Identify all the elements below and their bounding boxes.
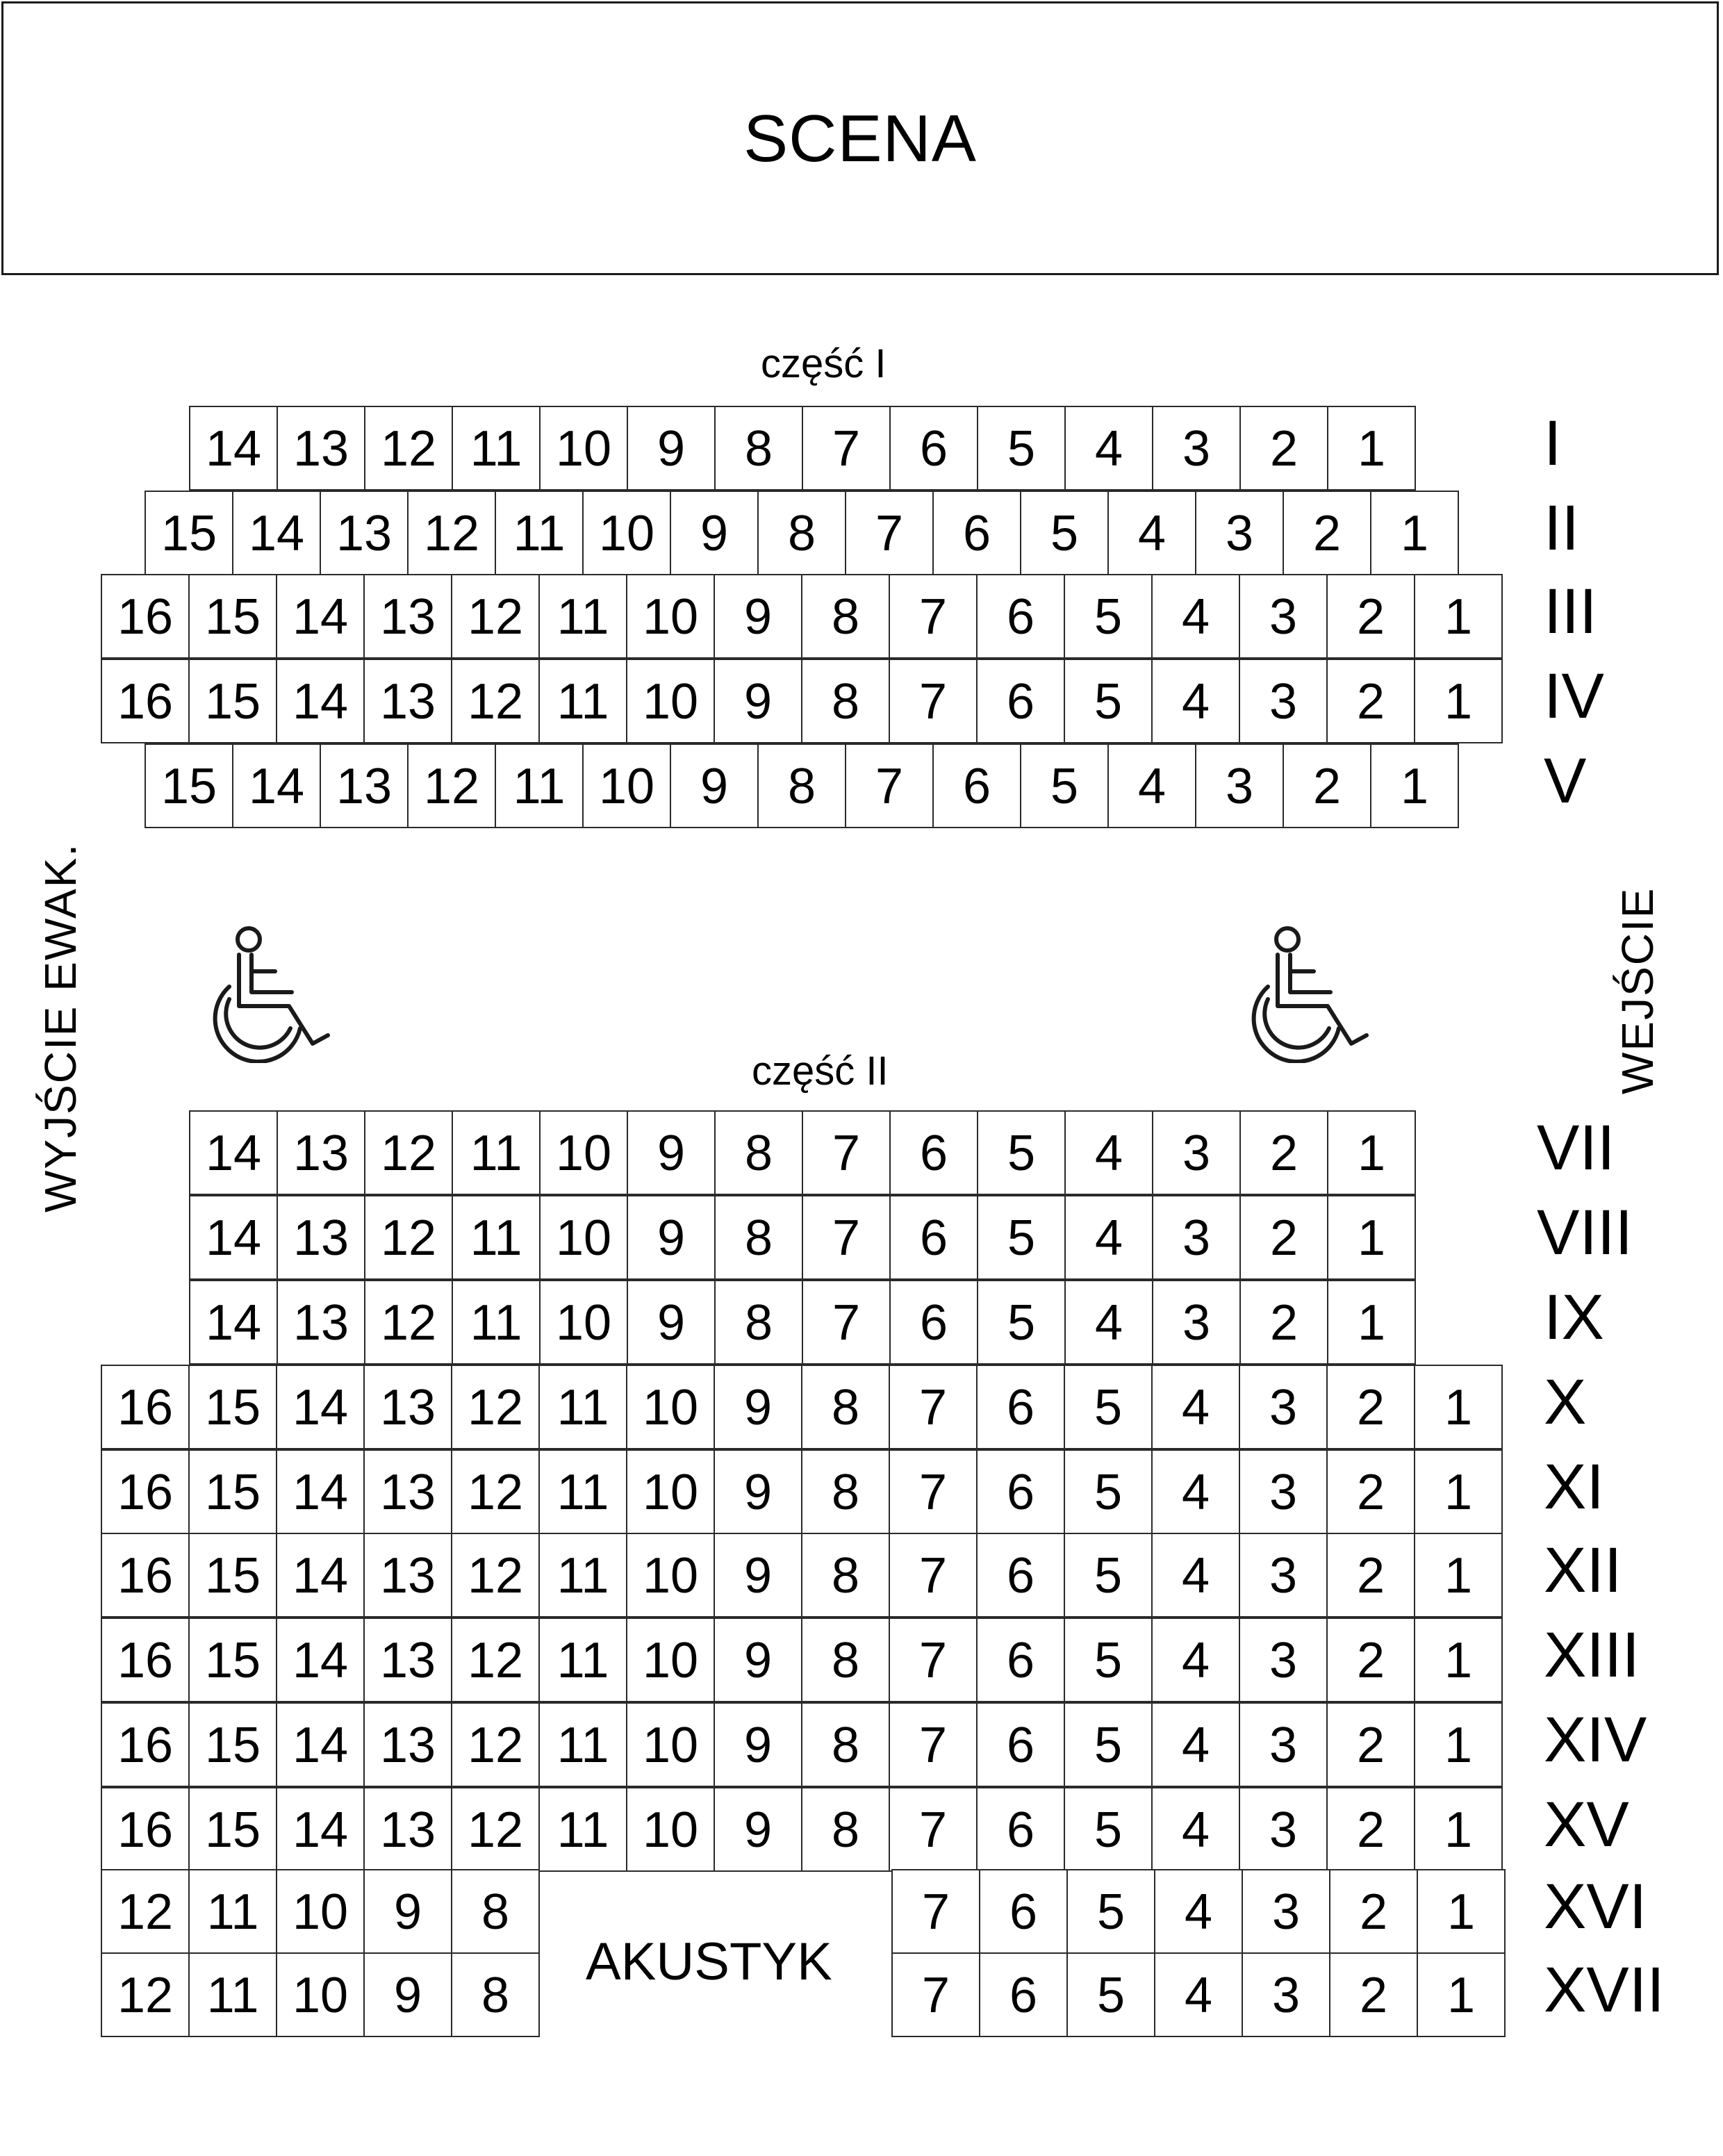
seat[interactable]: 8 bbox=[801, 1449, 890, 1534]
seat[interactable]: 6 bbox=[976, 1533, 1065, 1618]
seat[interactable]: 14 bbox=[189, 1280, 278, 1365]
row-label: III bbox=[1544, 576, 1597, 647]
seat[interactable]: 10 bbox=[626, 1449, 715, 1534]
seat[interactable]: 4 bbox=[1064, 1110, 1153, 1195]
seat[interactable]: 8 bbox=[801, 659, 890, 743]
seat[interactable]: 8 bbox=[757, 491, 846, 575]
seat[interactable]: 12 bbox=[451, 1365, 540, 1449]
seat[interactable]: 4 bbox=[1154, 1869, 1243, 1954]
seat[interactable]: 13 bbox=[363, 1449, 452, 1534]
seat[interactable]: 15 bbox=[188, 1702, 277, 1787]
seat[interactable]: 5 bbox=[1064, 1365, 1153, 1449]
seat[interactable]: 10 bbox=[276, 1952, 365, 2037]
seat[interactable]: 5 bbox=[1020, 491, 1109, 575]
seat[interactable]: 4 bbox=[1151, 1533, 1240, 1618]
seat[interactable]: 12 bbox=[451, 1702, 540, 1787]
seat[interactable]: 11 bbox=[538, 574, 627, 659]
seat[interactable]: 9 bbox=[627, 1280, 716, 1365]
seat[interactable]: 2 bbox=[1329, 1952, 1418, 2037]
seat[interactable]: 14 bbox=[276, 659, 365, 743]
seat[interactable]: 1 bbox=[1327, 1280, 1416, 1365]
row-label: XVII bbox=[1544, 1955, 1665, 2025]
seat[interactable]: 11 bbox=[538, 659, 627, 743]
seat[interactable]: 13 bbox=[363, 1787, 452, 1872]
row-label: V bbox=[1544, 746, 1587, 816]
seat[interactable]: 1 bbox=[1414, 1618, 1503, 1702]
seat[interactable]: 2 bbox=[1326, 1533, 1415, 1618]
row-label: IX bbox=[1544, 1282, 1604, 1353]
seat[interactable]: 7 bbox=[845, 743, 934, 828]
emergency-exit-label: WYJŚCIE EWAK. bbox=[35, 842, 85, 1212]
seat[interactable]: 1 bbox=[1327, 1110, 1416, 1195]
seat[interactable]: 9 bbox=[714, 1449, 802, 1534]
seat[interactable]: 1 bbox=[1417, 1952, 1506, 2037]
seat[interactable]: 7 bbox=[889, 1618, 978, 1702]
row-label: I bbox=[1544, 408, 1562, 479]
seat[interactable]: 10 bbox=[626, 1702, 715, 1787]
seat[interactable]: 3 bbox=[1242, 1952, 1330, 2037]
entrance-label: WEJŚCIE bbox=[1613, 887, 1663, 1094]
seat[interactable]: 9 bbox=[627, 1195, 716, 1280]
seat[interactable]: 8 bbox=[714, 1110, 803, 1195]
seat[interactable]: 14 bbox=[232, 491, 321, 575]
seat[interactable]: 13 bbox=[320, 491, 409, 575]
seat[interactable]: 13 bbox=[363, 1365, 452, 1449]
seat[interactable]: 10 bbox=[539, 406, 628, 491]
seat[interactable]: 12 bbox=[364, 1110, 453, 1195]
seat[interactable]: 5 bbox=[1064, 1449, 1153, 1534]
row-label: XI bbox=[1544, 1451, 1604, 1522]
seat[interactable]: 3 bbox=[1239, 574, 1328, 659]
seat[interactable]: 13 bbox=[363, 659, 452, 743]
seat[interactable]: 16 bbox=[101, 1365, 190, 1449]
seat[interactable]: 12 bbox=[407, 743, 496, 828]
row-label: IV bbox=[1544, 661, 1604, 732]
seat[interactable]: 3 bbox=[1239, 1449, 1328, 1534]
seat[interactable]: 9 bbox=[714, 1787, 802, 1872]
seat[interactable]: 12 bbox=[364, 1280, 453, 1365]
seat[interactable]: 15 bbox=[188, 1533, 277, 1618]
seat[interactable]: 1 bbox=[1327, 406, 1416, 491]
seat[interactable]: 10 bbox=[539, 1110, 628, 1195]
seat[interactable]: 3 bbox=[1195, 743, 1284, 828]
row-label: XIV bbox=[1544, 1704, 1647, 1775]
seat[interactable]: 11 bbox=[538, 1449, 627, 1534]
seat[interactable]: 12 bbox=[364, 406, 453, 491]
seat[interactable]: 8 bbox=[801, 1702, 890, 1787]
seat[interactable]: 5 bbox=[977, 1195, 1066, 1280]
seat[interactable]: 4 bbox=[1151, 659, 1240, 743]
seat[interactable]: 8 bbox=[801, 1618, 890, 1702]
seat[interactable]: 2 bbox=[1326, 1787, 1415, 1872]
seat[interactable]: 2 bbox=[1326, 574, 1415, 659]
seat[interactable]: 16 bbox=[101, 1702, 190, 1787]
seat[interactable]: 1 bbox=[1414, 1702, 1503, 1787]
seat[interactable]: 14 bbox=[189, 406, 278, 491]
seat[interactable]: 12 bbox=[101, 1952, 190, 2037]
seat[interactable]: 5 bbox=[1064, 1787, 1153, 1872]
row-label: XII bbox=[1544, 1535, 1622, 1606]
seat[interactable]: 9 bbox=[714, 574, 802, 659]
seat[interactable]: 3 bbox=[1239, 1787, 1328, 1872]
seat[interactable]: 7 bbox=[845, 491, 934, 575]
seat[interactable]: 13 bbox=[363, 1533, 452, 1618]
row-label: X bbox=[1544, 1367, 1587, 1438]
seat[interactable]: 8 bbox=[801, 574, 890, 659]
seat[interactable]: 7 bbox=[802, 406, 891, 491]
seat[interactable]: 12 bbox=[451, 574, 540, 659]
seat[interactable]: 9 bbox=[670, 743, 759, 828]
seat[interactable]: 10 bbox=[626, 659, 715, 743]
seat[interactable]: 13 bbox=[277, 1110, 365, 1195]
wheelchair-icon bbox=[208, 924, 354, 1063]
seat[interactable]: 15 bbox=[145, 743, 233, 828]
seat[interactable]: 14 bbox=[276, 1618, 365, 1702]
seat[interactable]: 10 bbox=[582, 743, 671, 828]
seat[interactable]: 3 bbox=[1239, 1702, 1328, 1787]
seat[interactable]: 10 bbox=[539, 1280, 628, 1365]
seat[interactable]: 4 bbox=[1151, 1787, 1240, 1872]
row-label: XIII bbox=[1544, 1620, 1640, 1690]
row-label: II bbox=[1544, 493, 1580, 563]
seat[interactable]: 11 bbox=[452, 406, 541, 491]
row-label: XVI bbox=[1544, 1871, 1647, 1942]
seat[interactable]: 13 bbox=[363, 1702, 452, 1787]
seat[interactable]: 3 bbox=[1152, 1195, 1241, 1280]
seat[interactable]: 5 bbox=[977, 1110, 1066, 1195]
seat[interactable]: 14 bbox=[276, 1787, 365, 1872]
seat[interactable]: 5 bbox=[1064, 1702, 1153, 1787]
seat[interactable]: 11 bbox=[495, 743, 584, 828]
seat[interactable]: 11 bbox=[538, 1365, 627, 1449]
seat[interactable]: 14 bbox=[276, 1449, 365, 1534]
seat[interactable]: 6 bbox=[932, 491, 1021, 575]
seat[interactable]: 6 bbox=[976, 1618, 1065, 1702]
seat[interactable]: 4 bbox=[1064, 1195, 1153, 1280]
seat[interactable]: 11 bbox=[452, 1280, 541, 1365]
seat[interactable]: 7 bbox=[889, 659, 978, 743]
seat[interactable]: 12 bbox=[451, 659, 540, 743]
seat[interactable]: 10 bbox=[626, 574, 715, 659]
seat[interactable]: 2 bbox=[1239, 1195, 1328, 1280]
seat[interactable]: 13 bbox=[277, 406, 365, 491]
seat[interactable]: 6 bbox=[976, 659, 1065, 743]
row-label: VIII bbox=[1537, 1197, 1633, 1268]
seat[interactable]: 16 bbox=[101, 1618, 190, 1702]
seat[interactable]: 1 bbox=[1414, 1533, 1503, 1618]
wheelchair-icon bbox=[1247, 924, 1393, 1063]
seat[interactable]: 15 bbox=[188, 1787, 277, 1872]
sound-engineer-area-label: AKUSTYK bbox=[586, 1932, 832, 1991]
seat[interactable]: 9 bbox=[714, 659, 802, 743]
seat[interactable]: 7 bbox=[891, 1952, 980, 2037]
seat[interactable]: 2 bbox=[1326, 1702, 1415, 1787]
seat[interactable]: 3 bbox=[1239, 1618, 1328, 1702]
seat[interactable]: 11 bbox=[452, 1195, 541, 1280]
seat[interactable]: 10 bbox=[626, 1365, 715, 1449]
seat[interactable]: 4 bbox=[1064, 1280, 1153, 1365]
seat[interactable]: 10 bbox=[626, 1618, 715, 1702]
seat[interactable]: 13 bbox=[363, 574, 452, 659]
seat[interactable]: 3 bbox=[1239, 1533, 1328, 1618]
seat[interactable]: 15 bbox=[188, 1618, 277, 1702]
seat[interactable]: 16 bbox=[101, 574, 190, 659]
seat[interactable]: 5 bbox=[1066, 1952, 1155, 2037]
seat[interactable]: 11 bbox=[188, 1952, 277, 2037]
seat[interactable]: 16 bbox=[101, 1449, 190, 1534]
seat[interactable]: 8 bbox=[451, 1869, 540, 1954]
seat[interactable]: 6 bbox=[889, 1195, 978, 1280]
seat[interactable]: 7 bbox=[889, 574, 978, 659]
seat[interactable]: 1 bbox=[1414, 1365, 1503, 1449]
seat[interactable]: 9 bbox=[627, 1110, 716, 1195]
seat[interactable]: 6 bbox=[889, 1280, 978, 1365]
seat[interactable]: 4 bbox=[1107, 491, 1196, 575]
seat[interactable]: 4 bbox=[1151, 1618, 1240, 1702]
seat[interactable]: 12 bbox=[364, 1195, 453, 1280]
seat[interactable]: 10 bbox=[626, 1533, 715, 1618]
seat[interactable]: 6 bbox=[976, 1449, 1065, 1534]
seat[interactable]: 1 bbox=[1414, 1787, 1503, 1872]
seat[interactable]: 15 bbox=[188, 1449, 277, 1534]
seat[interactable]: 14 bbox=[232, 743, 321, 828]
seat[interactable]: 11 bbox=[538, 1533, 627, 1618]
seat[interactable]: 9 bbox=[363, 1952, 452, 2037]
seat[interactable]: 2 bbox=[1326, 1618, 1415, 1702]
seat[interactable]: 5 bbox=[1066, 1869, 1155, 1954]
seat[interactable]: 4 bbox=[1151, 1702, 1240, 1787]
seat[interactable]: 7 bbox=[889, 1787, 978, 1872]
seat[interactable]: 9 bbox=[670, 491, 759, 575]
seat[interactable]: 2 bbox=[1239, 406, 1328, 491]
seat[interactable]: 1 bbox=[1414, 659, 1503, 743]
seat[interactable]: 14 bbox=[189, 1195, 278, 1280]
seat[interactable]: 10 bbox=[276, 1869, 365, 1954]
stage-area bbox=[1, 1, 1719, 275]
seat[interactable]: 13 bbox=[320, 743, 409, 828]
seat[interactable]: 2 bbox=[1283, 743, 1371, 828]
seat[interactable]: 5 bbox=[1064, 1533, 1153, 1618]
seat[interactable]: 1 bbox=[1370, 491, 1459, 575]
seat[interactable]: 3 bbox=[1195, 491, 1284, 575]
seat[interactable]: 3 bbox=[1239, 1365, 1328, 1449]
seat[interactable]: 6 bbox=[976, 1787, 1065, 1872]
seat[interactable]: 6 bbox=[976, 574, 1065, 659]
seat[interactable]: 15 bbox=[188, 659, 277, 743]
seat[interactable]: 5 bbox=[1064, 1618, 1153, 1702]
seat[interactable]: 5 bbox=[1020, 743, 1109, 828]
seat[interactable]: 1 bbox=[1327, 1195, 1416, 1280]
seat[interactable]: 15 bbox=[188, 574, 277, 659]
seat[interactable]: 7 bbox=[802, 1195, 891, 1280]
seat[interactable]: 7 bbox=[889, 1449, 978, 1534]
row-label: XV bbox=[1544, 1789, 1629, 1860]
seat[interactable]: 9 bbox=[714, 1618, 802, 1702]
seat[interactable]: 8 bbox=[714, 1280, 803, 1365]
seat[interactable]: 1 bbox=[1417, 1869, 1506, 1954]
seat[interactable]: 1 bbox=[1414, 574, 1503, 659]
seat[interactable]: 6 bbox=[932, 743, 1021, 828]
stage-label: SCENA bbox=[743, 101, 977, 176]
seat[interactable]: 3 bbox=[1242, 1869, 1330, 1954]
seat[interactable]: 3 bbox=[1152, 1110, 1241, 1195]
seat[interactable]: 13 bbox=[363, 1618, 452, 1702]
seat[interactable]: 14 bbox=[276, 1365, 365, 1449]
seat[interactable]: 5 bbox=[977, 1280, 1066, 1365]
seat[interactable]: 10 bbox=[539, 1195, 628, 1280]
seat[interactable]: 4 bbox=[1151, 1449, 1240, 1534]
seat[interactable]: 14 bbox=[276, 1702, 365, 1787]
seat[interactable]: 13 bbox=[277, 1195, 365, 1280]
seat[interactable]: 7 bbox=[889, 1702, 978, 1787]
seat[interactable]: 8 bbox=[801, 1787, 890, 1872]
seat[interactable]: 8 bbox=[451, 1952, 540, 2037]
seat[interactable]: 4 bbox=[1151, 1365, 1240, 1449]
seat[interactable]: 11 bbox=[452, 1110, 541, 1195]
seat[interactable]: 16 bbox=[101, 1533, 190, 1618]
seat[interactable]: 6 bbox=[889, 1110, 978, 1195]
seat[interactable]: 12 bbox=[451, 1533, 540, 1618]
seat[interactable]: 6 bbox=[976, 1702, 1065, 1787]
seat[interactable]: 5 bbox=[1064, 659, 1153, 743]
seat[interactable]: 7 bbox=[802, 1110, 891, 1195]
seat[interactable]: 9 bbox=[714, 1365, 802, 1449]
seat[interactable]: 4 bbox=[1064, 406, 1153, 491]
seat[interactable]: 1 bbox=[1414, 1449, 1503, 1534]
seat[interactable]: 8 bbox=[757, 743, 846, 828]
seat[interactable]: 2 bbox=[1329, 1869, 1418, 1954]
seat[interactable]: 12 bbox=[101, 1869, 190, 1954]
seat[interactable]: 11 bbox=[538, 1702, 627, 1787]
seat[interactable]: 4 bbox=[1151, 574, 1240, 659]
seat[interactable]: 2 bbox=[1283, 491, 1371, 575]
seat[interactable]: 3 bbox=[1239, 659, 1328, 743]
seat[interactable]: 14 bbox=[276, 1533, 365, 1618]
seat[interactable]: 7 bbox=[889, 1533, 978, 1618]
seat[interactable]: 8 bbox=[801, 1365, 890, 1449]
section-label-part-2: część II bbox=[752, 1048, 889, 1094]
row-label: VII bbox=[1537, 1112, 1615, 1183]
seat[interactable]: 2 bbox=[1326, 1365, 1415, 1449]
seat[interactable]: 9 bbox=[627, 406, 716, 491]
seat[interactable]: 11 bbox=[538, 1618, 627, 1702]
seat[interactable]: 13 bbox=[277, 1280, 365, 1365]
seat[interactable]: 8 bbox=[801, 1533, 890, 1618]
seat[interactable]: 6 bbox=[979, 1869, 1068, 1954]
seat[interactable]: 6 bbox=[889, 406, 978, 491]
seat[interactable]: 2 bbox=[1326, 659, 1415, 743]
seat[interactable]: 7 bbox=[802, 1280, 891, 1365]
seat[interactable]: 11 bbox=[188, 1869, 277, 1954]
seat[interactable]: 9 bbox=[363, 1869, 452, 1954]
seat[interactable]: 4 bbox=[1107, 743, 1196, 828]
seat[interactable]: 15 bbox=[188, 1365, 277, 1449]
seat[interactable]: 15 bbox=[145, 491, 233, 575]
seat[interactable]: 8 bbox=[714, 1195, 803, 1280]
seat[interactable]: 10 bbox=[626, 1787, 715, 1872]
seat[interactable]: 2 bbox=[1239, 1110, 1328, 1195]
seat[interactable]: 12 bbox=[451, 1449, 540, 1534]
seat[interactable]: 12 bbox=[451, 1618, 540, 1702]
seat[interactable]: 5 bbox=[1064, 574, 1153, 659]
seat[interactable]: 3 bbox=[1152, 406, 1241, 491]
seat[interactable]: 2 bbox=[1239, 1280, 1328, 1365]
section-label-part-1: część I bbox=[761, 341, 887, 386]
seat[interactable]: 3 bbox=[1152, 1280, 1241, 1365]
seat[interactable]: 1 bbox=[1370, 743, 1459, 828]
seat[interactable]: 6 bbox=[979, 1952, 1068, 2037]
seat[interactable]: 14 bbox=[276, 574, 365, 659]
seat[interactable]: 8 bbox=[714, 406, 803, 491]
seat[interactable]: 7 bbox=[891, 1869, 980, 1954]
seat[interactable]: 9 bbox=[714, 1702, 802, 1787]
seat[interactable]: 10 bbox=[582, 491, 671, 575]
seat[interactable]: 16 bbox=[101, 1787, 190, 1872]
seat[interactable]: 9 bbox=[714, 1533, 802, 1618]
seat[interactable]: 16 bbox=[101, 659, 190, 743]
seat[interactable]: 4 bbox=[1154, 1952, 1243, 2037]
seat[interactable]: 6 bbox=[976, 1365, 1065, 1449]
seat[interactable]: 14 bbox=[189, 1110, 278, 1195]
seat[interactable]: 12 bbox=[451, 1787, 540, 1872]
seat[interactable]: 11 bbox=[495, 491, 584, 575]
seat[interactable]: 2 bbox=[1326, 1449, 1415, 1534]
seat[interactable]: 7 bbox=[889, 1365, 978, 1449]
seat[interactable]: 11 bbox=[538, 1787, 627, 1872]
seat[interactable]: 12 bbox=[407, 491, 496, 575]
seat[interactable]: 5 bbox=[977, 406, 1066, 491]
